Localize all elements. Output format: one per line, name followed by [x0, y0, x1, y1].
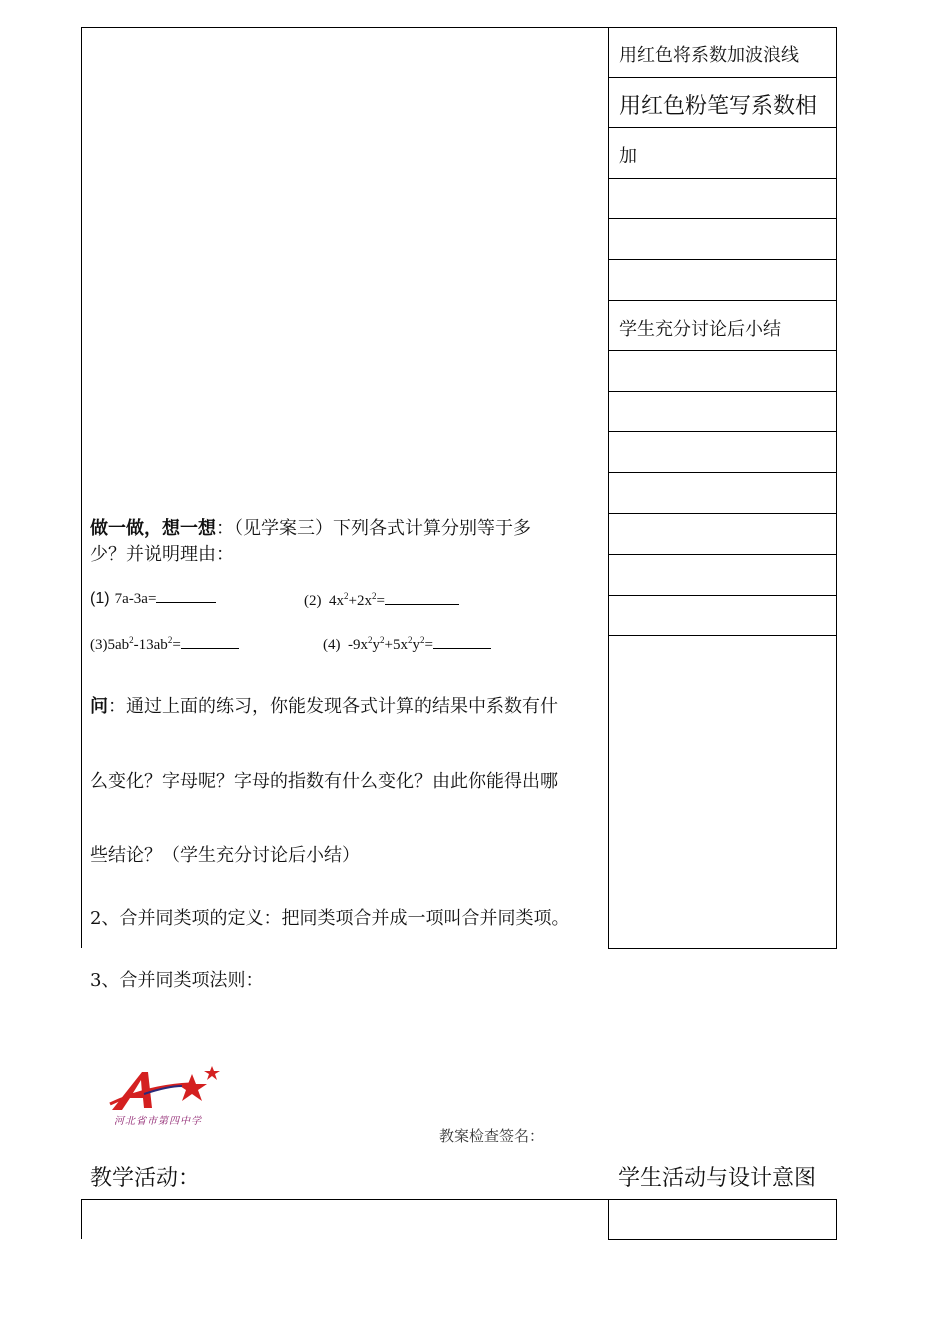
- activity-title-line2: 少？并说明理由：: [90, 544, 234, 565]
- exercise-2-term1: 4x: [329, 593, 344, 609]
- exponent: 2: [407, 635, 413, 645]
- rule-heading: 3、合并同类项法则：: [90, 970, 264, 991]
- side-note-cell: [609, 78, 837, 128]
- exercise-4-equals: =: [424, 637, 433, 653]
- side-note-cell: [609, 128, 837, 179]
- side-note-cell: [609, 555, 837, 596]
- side-note-cell: [609, 473, 837, 514]
- left-column-heading: 教学活动：: [90, 1166, 201, 1191]
- exercise-4-d: y: [412, 637, 420, 653]
- side-note-cell: [609, 301, 837, 351]
- next-table-left: [81, 1199, 82, 1239]
- question-line-3: 些结论？（学生充分讨论后小结）: [90, 845, 360, 866]
- next-table-right-cell-bottom: [608, 1239, 837, 1240]
- exponent: 2: [380, 635, 385, 645]
- exercise-4-number: (4): [323, 637, 341, 653]
- exponent: 2: [368, 635, 373, 645]
- answer-blank[interactable]: [181, 634, 239, 649]
- activity-title: [90, 514, 531, 540]
- answer-blank[interactable]: [385, 590, 459, 605]
- side-note-cell: [609, 179, 837, 219]
- table-left-border: [81, 27, 82, 948]
- side-note-cell: [609, 514, 837, 555]
- side-note-cell: [609, 260, 837, 301]
- exercise-2-equals: =: [376, 593, 385, 609]
- answer-blank[interactable]: [156, 588, 216, 603]
- exponent: 2: [344, 591, 349, 601]
- side-note: 加: [619, 146, 637, 167]
- exercise-3-term1: (3)5ab: [90, 637, 130, 653]
- right-column-heading: 学生活动与设计意图: [618, 1166, 817, 1191]
- next-table-divider: [608, 1199, 609, 1239]
- logo-caption: 河北省市第四中学: [114, 1116, 202, 1127]
- side-note: 用红色粉笔写系数相: [619, 94, 818, 119]
- exercise-4: [323, 634, 491, 654]
- next-table-top: [81, 1199, 837, 1200]
- exercise-4-c: +5x: [384, 637, 408, 653]
- question-label: 问: [90, 696, 108, 717]
- right-column-bottom: [608, 948, 837, 949]
- exponent: 2: [371, 591, 377, 601]
- exercise-2: [304, 590, 459, 610]
- question-text-1: ：通过上面的练习，你能发现各式计算的结果中系数有什: [108, 696, 558, 717]
- answer-blank[interactable]: [433, 634, 491, 649]
- exponent: 2: [167, 635, 173, 645]
- activity-title-rest: ：（见学案三）下列各式计算分别等于多: [216, 518, 531, 539]
- exercise-1-expression: 7a-3a=: [114, 591, 157, 607]
- side-note-cell: [609, 351, 837, 392]
- side-note-cell: [609, 596, 837, 636]
- question-line-2: 么变化？字母呢？字母的指数有什么变化？由此你能得出哪: [90, 771, 558, 792]
- side-note-cell: [609, 432, 837, 473]
- exercise-2-term2: +2x: [348, 593, 372, 609]
- side-note-cell: [609, 219, 837, 260]
- question-line-1: [90, 692, 558, 718]
- exponent: 2: [419, 635, 425, 645]
- side-note: 用红色将系数加波浪线: [619, 45, 799, 66]
- next-table-right: [836, 1199, 837, 1239]
- check-signature: 教案检查签名：: [439, 1127, 545, 1145]
- exercise-3: [90, 634, 239, 654]
- exercise-4-a: -9x: [348, 637, 368, 653]
- side-note: 学生充分讨论后小结: [619, 319, 781, 340]
- side-note-cell: [609, 392, 837, 432]
- side-note-cell: [609, 27, 837, 78]
- exercise-4-b: y: [372, 637, 380, 653]
- exponent: 2: [129, 635, 134, 645]
- exercise-3-equals: =: [172, 637, 181, 653]
- exercise-1-number: (1): [90, 590, 110, 607]
- school-logo: [108, 1064, 228, 1128]
- exercise-1: [90, 588, 216, 608]
- activity-title-bold: 做一做，想一想: [90, 518, 216, 539]
- exercise-2-number: (2): [304, 593, 322, 609]
- definition-text: 2、合并同类项的定义：把同类项合并成一项叫合并同类项。: [90, 908, 570, 929]
- exercise-3-term2: -13ab: [133, 637, 168, 653]
